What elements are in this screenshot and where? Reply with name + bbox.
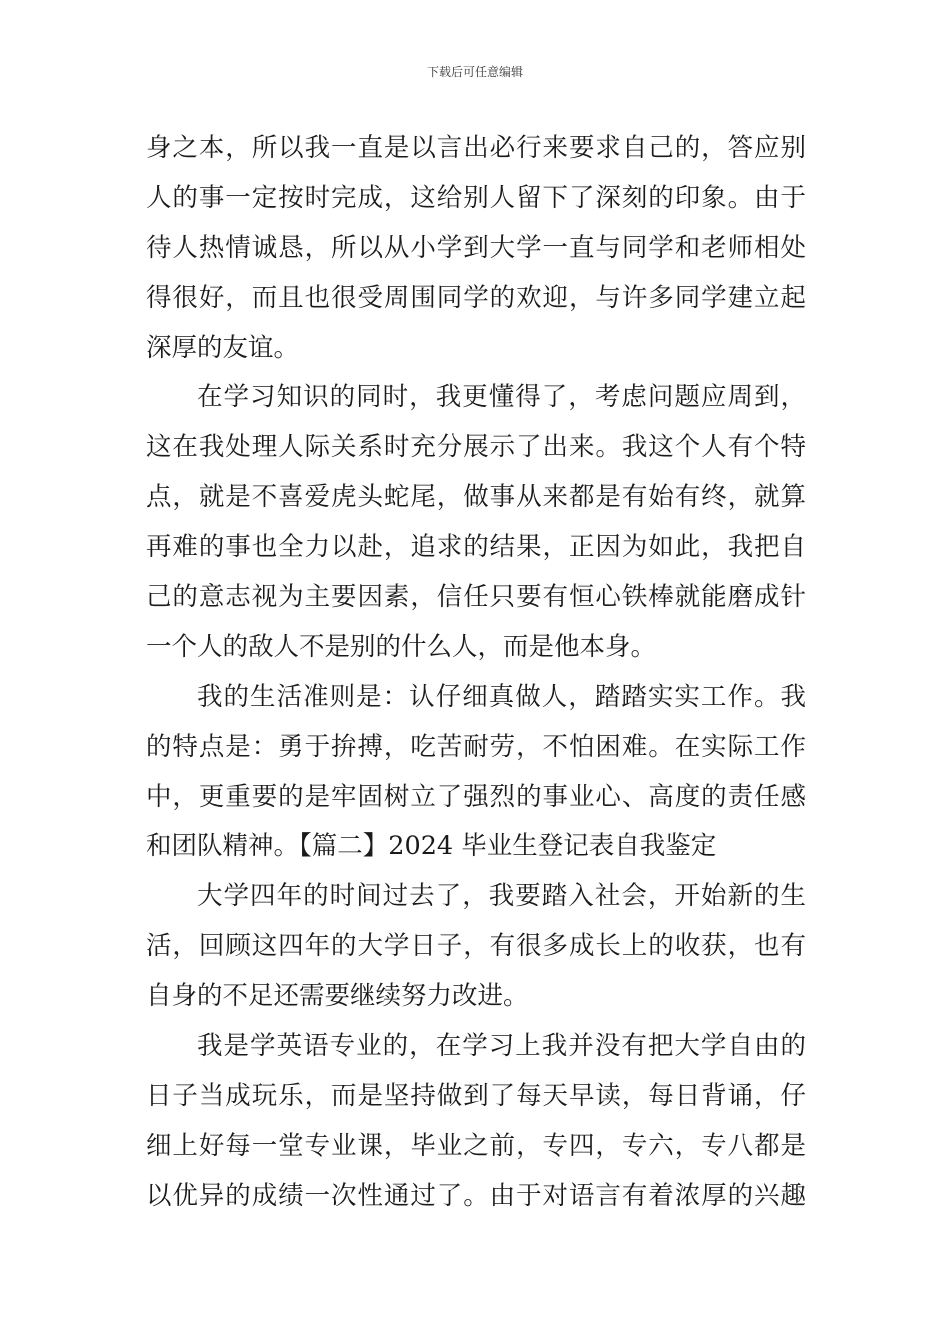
text-line: 我是学英语专业的，在学习上我并没有把大学自由的: [197, 1031, 806, 1062]
text-line: 点，就是不喜爱虎头蛇尾，做事从来都是有始有终，就算: [146, 482, 806, 513]
text-line: 这在我处理人际关系时充分展示了出来。我这个人有个特: [146, 432, 806, 463]
text-line: 人的事一定按时完成，这给别人留下了深刻的印象。由于: [146, 182, 806, 213]
text-line: 大学四年的时间过去了，我要踏入社会，开始新的生: [197, 881, 806, 912]
text-line: 自身的不足还需要继续努力改进。: [146, 981, 529, 1012]
document-body: [146, 124, 806, 1222]
text-line: 中，更重要的是牢固树立了强烈的事业心、高度的责任感: [146, 781, 806, 812]
text-line: 待人热情诚恳，所以从小学到大学一直与同学和老师相处: [146, 232, 806, 263]
text-line: 活，回顾这四年的大学日子，有很多成长上的收获，也有: [146, 931, 806, 962]
text-line: 以优异的成绩一次性通过了。由于对语言有着浓厚的兴趣: [146, 1180, 806, 1211]
text-line: 日子当成玩乐，而是坚持做到了每天早读，每日背诵，仔: [146, 1080, 806, 1111]
text-line: 细上好每一堂专业课，毕业之前，专四，专六，专八都是: [146, 1130, 806, 1161]
text-line: 在学习知识的同时，我更懂得了，考虑问题应周到，: [197, 382, 806, 413]
text-line: 身之本，所以我一直是以言出必行来要求自己的，答应别: [146, 133, 806, 163]
text-line: 我的生活准则是：认仔细真做人，踏踏实实工作。我: [197, 681, 806, 712]
text-line: 一个人的敌人不是别的什么人，而是他本身。: [146, 631, 657, 662]
text-line: 己的意志视为主要因素，信任只要有恒心铁棒就能磨成针: [146, 582, 806, 613]
page-header: 下载后可任意编辑: [426, 65, 523, 79]
text-line: 的特点是：勇于拚搏，吃苦耐劳，不怕困难。在实际工作: [146, 731, 806, 762]
text-line: 深厚的友谊。: [146, 332, 300, 363]
text-line: 和团队精神。【篇二】2024 毕业生登记表自我鉴定: [146, 831, 717, 862]
text-line: 得很好，而且也很受周围同学的欢迎，与许多同学建立起: [146, 282, 806, 313]
text-line: 再难的事也全力以赴，追求的结果，正因为如此，我把自: [146, 532, 806, 563]
